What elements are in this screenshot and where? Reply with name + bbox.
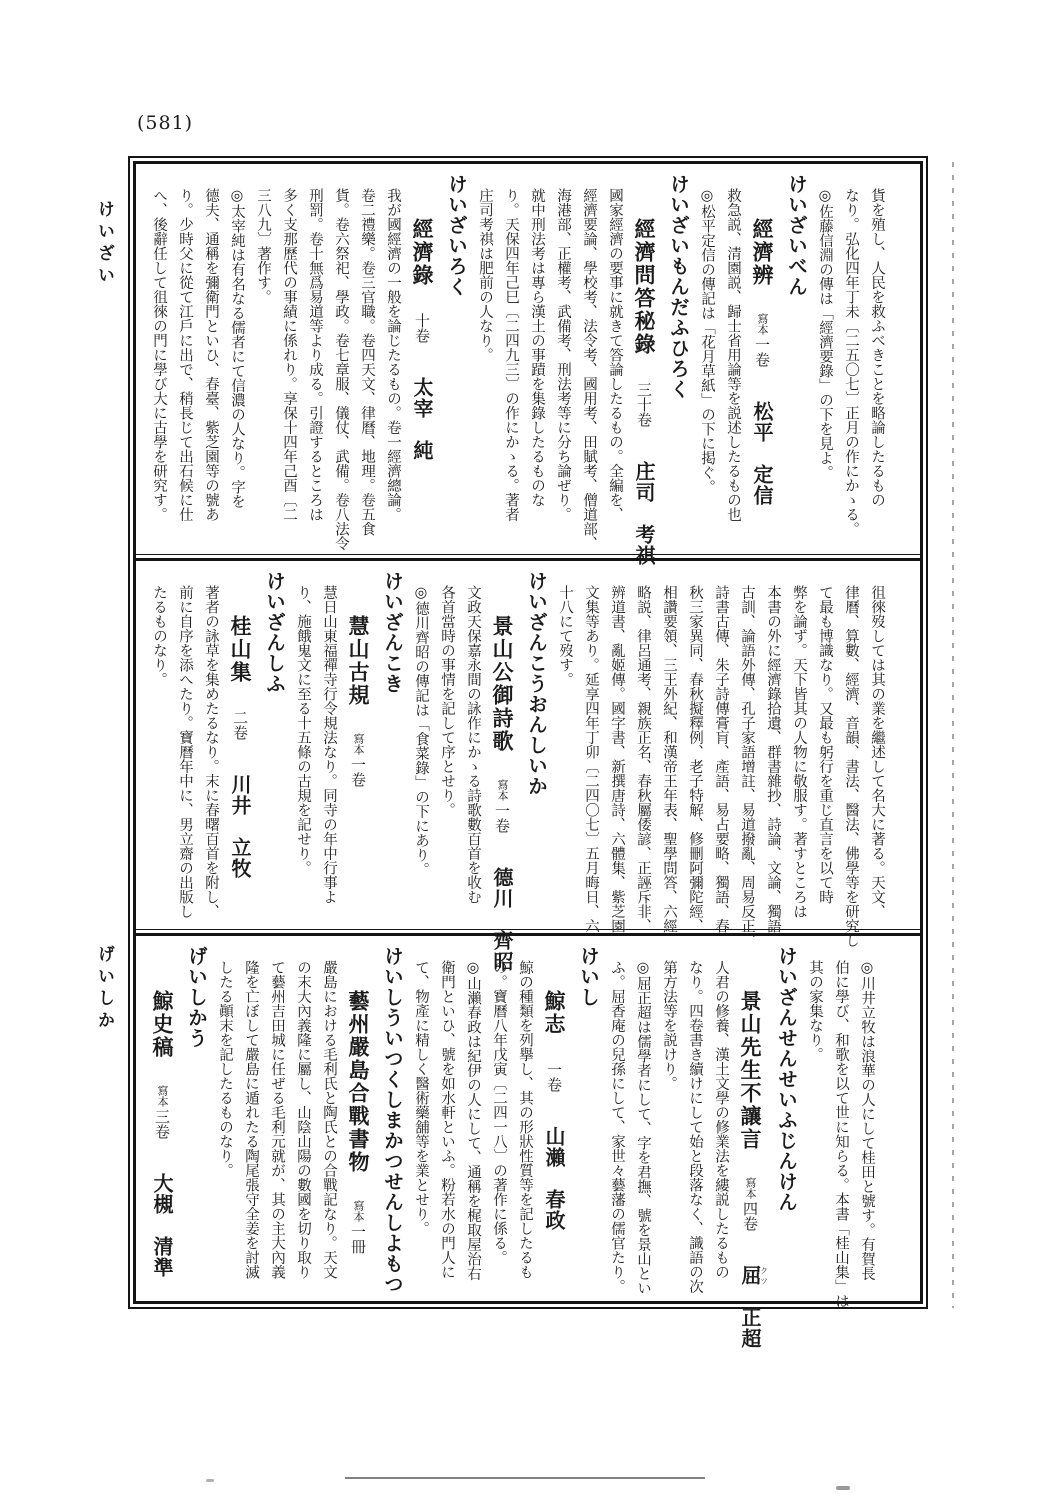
- entries-band-2: [136, 561, 900, 972]
- volume-count: 十卷: [413, 313, 431, 343]
- entry-title-column: [146, 944, 178, 1297]
- entry-title-column: [224, 569, 256, 925]
- volume-label: [493, 779, 511, 833]
- text-column: 庄司考祺は肥前の人なり。: [477, 188, 493, 362]
- entry-title-column: [486, 569, 518, 972]
- text-column: ◎山瀨春政は紀伊の人にして、通稱を梶取屋治右: [465, 960, 481, 1281]
- text-column: 嚴島における毛利氏と陶氏との合戰記なり。天文: [321, 960, 337, 1279]
- text-column: 文集等あり。延享四年丁卯〔二四〇七〕五月晦日、六: [583, 585, 599, 933]
- entry-headword: けいし: [577, 946, 600, 1008]
- volume-count: 一卷: [493, 803, 511, 833]
- text-column: ◎佐藤信淵の傳は「經濟要錄」の下を見よ。: [817, 188, 833, 480]
- text-column: 衛門といひ、號を如水軒といふ。粉若水の門人に: [439, 960, 455, 1279]
- content-frame: [128, 156, 928, 1349]
- text-column: 徂徠歿しては其の業を繼述して名大に著る。天文、: [869, 585, 885, 919]
- scan-artifact: [345, 1477, 705, 1479]
- author-name: 松平 定信: [750, 401, 774, 506]
- text-column: て藝州吉田城に任ぜる毛利元就が、其の主大內義: [269, 960, 285, 1279]
- scan-artifact: [836, 1486, 850, 1490]
- volume-label: [545, 1062, 563, 1092]
- author-name: 庄司 考祺: [632, 461, 656, 566]
- text-column: 辨道書、亂姬傳。國字書、新撰唐詩、六體集、紫芝園: [609, 585, 625, 933]
- author-name: 大槻 清準: [150, 1173, 174, 1278]
- entry-title-column: [406, 172, 438, 550]
- volume-count: 一卷: [545, 1062, 563, 1092]
- author-name: 德川 齊昭: [490, 867, 514, 972]
- book-title: 景山先生不讓言: [738, 990, 763, 1151]
- text-column: て、物產に精しく醫術藥舖等を業とせり。: [413, 960, 429, 1236]
- text-column: 貨を殖し、人民を救ふべきことを略論したるもの: [869, 188, 885, 507]
- author-name: 太宰 純: [410, 377, 434, 461]
- text-column: 律曆、算數、經濟、音韻、書法、醫法、佛學等を研究し: [843, 585, 859, 948]
- entry-headword: けいざんこき: [381, 571, 404, 694]
- text-column: ◎屈正超は儒學者にして、字を君撫、號を景山とい: [635, 960, 651, 1295]
- text-column: 慧日山東福禪寺行令規法なり。同寺の年中行事よ: [321, 585, 337, 904]
- manuscript-note: 寫本: [156, 1085, 169, 1107]
- entry-title-column: [746, 172, 778, 550]
- volume-label: [153, 1085, 171, 1139]
- text-column: 刑罰。卷十無爲易道等より成る。引證するところは: [307, 188, 323, 522]
- text-column: ◎川井立牧は浪華の人にして桂田と號す。有賀長: [859, 960, 875, 1281]
- entry-headword: けいざいもんだふひろく: [667, 174, 690, 400]
- band-separator: [136, 554, 920, 561]
- manuscript-note: 寫本: [352, 733, 365, 755]
- volume-count: 四卷: [741, 1201, 759, 1231]
- text-column: 海港部、正權考、武備考、刑法考等に分ち論ぜり。: [555, 188, 571, 522]
- manuscript-note: 寫本: [496, 779, 509, 801]
- entries-band-1: [136, 164, 900, 566]
- scan-artifact: [206, 1479, 214, 1482]
- volume-label: [741, 1177, 759, 1231]
- text-column: 人君の修養、漢土文學の修業法を縷説したるもの: [713, 960, 729, 1279]
- entry-headword: けいざんこうおんしいか: [525, 571, 548, 797]
- book-title: 鯨史稿: [150, 990, 175, 1059]
- text-column: へ、後辭任して徂徠の門に學び大に古學を研究す。: [151, 188, 167, 522]
- text-column: の末大內義隆に屬し、山陰山陽の數國を切り取り: [295, 960, 311, 1279]
- entry-headword: けいざいべん: [785, 174, 808, 297]
- entry-headword: けいざんせんせいふじんけん: [775, 946, 798, 1213]
- volume-label: [753, 313, 771, 367]
- entry-headword: げいしかう: [185, 946, 208, 1049]
- band-separator: [136, 929, 920, 936]
- text-column: 秋三家異同、春秋擬釋例、老子特解、修刪阿彌陀經、: [687, 585, 703, 933]
- text-column: 文政天保嘉永間の詠作にかゝる詩歌數百首を收む: [465, 585, 481, 904]
- text-column: ◎松平定信の傳記は「花月草紙」の下に掲ぐ。: [699, 188, 715, 494]
- page-number: (581): [137, 112, 194, 134]
- book-title: 慧山古規: [346, 615, 371, 707]
- text-column: 古訓、論語外傳、孔子家語增註、易道撥亂、周易反正、: [739, 585, 755, 948]
- text-column: 相讚要領、三王外紀、和漢帝王年表、聖學問答、六經: [661, 585, 677, 933]
- text-column: ふ。屈香庵の兒孫にして、家世々藝藩の儒官たり。: [609, 960, 625, 1294]
- manuscript-note: 寫本: [744, 1177, 757, 1199]
- volume-count: 一卷: [753, 337, 771, 367]
- text-column: 其の家集なり。: [807, 960, 823, 1062]
- text-column: 各首當時の事情を記して序とせり。: [439, 585, 455, 817]
- volume-count: 一卷: [349, 757, 367, 787]
- entry-headword: けいしういつくしまかつせんしよもつ: [381, 946, 404, 1295]
- text-column: 本書の外に經濟錄拾遺、群書雜抄、詩論、文論、獨語: [765, 585, 781, 933]
- text-column: 伯に學び、和歌を以て世に知らる。本書「桂山集」は: [833, 960, 849, 1308]
- author-name: 山瀨 春政: [542, 1126, 566, 1231]
- text-column: 三八九〕著作す。: [255, 188, 271, 304]
- book-title: 藝州嚴島合戰書物: [346, 990, 371, 1174]
- book-title: 桂山集: [228, 615, 253, 684]
- text-column: なり。四卷書き續けにして始と段落なく、識語の次: [687, 960, 703, 1294]
- volume-label: [635, 382, 653, 427]
- text-column: 卷二禮樂。卷三官職。卷四天文、律曆、地理。卷五食: [359, 188, 375, 536]
- text-column: て最も博識なり。又最も躬行を重じ直言を以て時: [817, 585, 833, 904]
- book-title: 經濟問答秘錄: [632, 218, 657, 356]
- entry-title-column: [538, 944, 570, 1297]
- margin-label-keizai: けいざい: [94, 200, 114, 288]
- text-column: なり。弘化四年丁未〔二五〇七〕正月の作にかゝる。: [843, 188, 859, 536]
- entry-title-column: [734, 944, 769, 1349]
- author-name: 屈クツ 正超: [738, 1265, 769, 1349]
- book-title: 經濟錄: [410, 218, 435, 287]
- volume-count: 二卷: [231, 710, 249, 740]
- book-title: 經濟辨: [750, 218, 775, 287]
- entry-title-column: [342, 569, 374, 925]
- text-column: 就中刑法考は專ら漢土の事蹟を集錄したるものな: [529, 188, 545, 507]
- manuscript-note: 寫本: [756, 313, 769, 335]
- book-title: 鯨志: [542, 990, 567, 1036]
- volume-label: [349, 733, 367, 787]
- margin-label-geishika: げいしか: [94, 945, 114, 1033]
- text-column: 經濟要論、學校考、法令考、國用考、田賦考、僧道部、: [581, 188, 597, 551]
- text-column: たるものなり。: [151, 585, 167, 687]
- content-frame-inner: [133, 161, 923, 1349]
- text-column: 第方法等を説けり。: [661, 960, 677, 1091]
- text-column: 貨。卷六祭祀、學政。卷七章服、儀仗、武備。卷八法令: [333, 188, 349, 551]
- entry-headword: けいざんしふ: [263, 571, 286, 694]
- text-column: 弊を論ず。天下皆其の人物に敬服す。著すところは: [791, 585, 807, 919]
- text-column: 我が國經濟の一般を論じたるもの。卷一經濟總論。: [385, 188, 401, 522]
- volume-label: [349, 1200, 367, 1254]
- text-column: 詩書古傳、朱子詩傳膏肓、產語、易占要略、獨語、春: [713, 585, 729, 933]
- entry-title-column: [342, 944, 374, 1297]
- volume-count: 三十卷: [635, 382, 653, 427]
- entry-title-column: [628, 172, 660, 566]
- text-column: り。少時父に從て江戶に出で、稍長じて出石候に仕: [177, 188, 193, 522]
- text-column: 略説、律呂通考、親族正名、春秋屬倭諺、正誣斥非、: [635, 585, 651, 933]
- volume-label: [231, 710, 249, 740]
- text-column: の。寶曆八年戊寅〔二四一八〕の著作に係る。: [491, 960, 507, 1265]
- text-column: 德夫、通稱を彌衛門といひ、春臺、紫芝園等の號あ: [203, 188, 219, 522]
- volume-count: 三卷: [153, 1109, 171, 1139]
- entries-band-3: [136, 936, 890, 1349]
- entry-headword: けいざいろく: [445, 174, 468, 297]
- book-title: 景山公御詩歌: [490, 615, 515, 753]
- text-column: 著者の詠草を集めたるなり。末に春曙百首を附し、: [203, 585, 219, 919]
- text-column: ◎太宰純は有名なる儒者にて信濃の人なり。字を: [229, 188, 245, 509]
- text-column: 國家經濟の要事に就きて答論したるもの。全編を、: [607, 188, 623, 522]
- manuscript-note: 寫本: [352, 1200, 365, 1222]
- text-column: 十八にて歿す。: [557, 585, 573, 687]
- text-column: り。天保四年己巳〔二四九三〕の作にかゝる。著者: [503, 188, 519, 522]
- text-column: したる顚末を記したるものなり。: [217, 960, 233, 1178]
- text-column: 多く支那歷代の事績に係れり。享保十四年己酉〔二: [281, 188, 297, 522]
- text-column: 救急説、清園説、歸士省用論等を説述したるもの也: [725, 188, 741, 522]
- text-column: り、施餓鬼文に至る十五條の古規を記せり。: [295, 585, 311, 875]
- scan-artifact-edge: [952, 162, 954, 1308]
- volume-count: 一冊: [349, 1224, 367, 1254]
- text-column: 隆を亡ぼして嚴島に遁れたる陶尾張守全姜を討滅: [243, 960, 259, 1279]
- author-name: 川井 立牧: [228, 774, 252, 879]
- text-column: ◎德川齊昭の傳記は「食菜錄」の下にあり。: [413, 585, 429, 877]
- text-column: 前に自序を添へたり。寶曆年中に、男立齋の出版し: [177, 585, 193, 919]
- text-column: 鯨の種類を列擧し、其の形狀性質等を記したるも: [517, 960, 533, 1279]
- volume-label: [413, 313, 431, 343]
